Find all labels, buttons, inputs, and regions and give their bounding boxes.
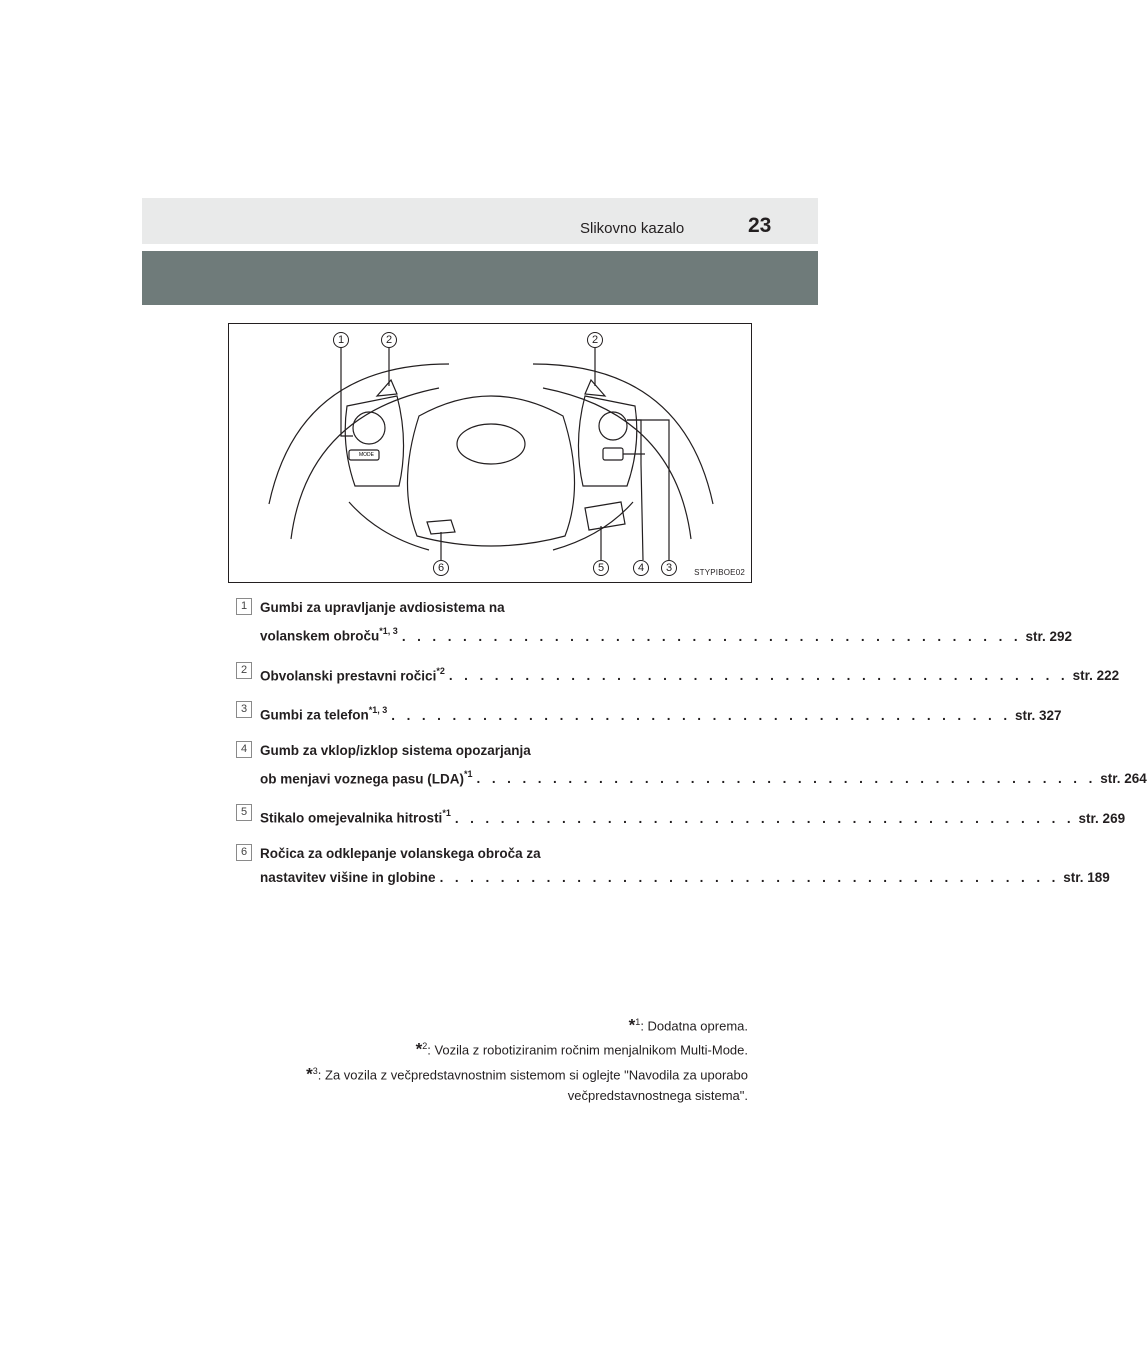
steering-wheel-drawing xyxy=(229,324,753,584)
item-footnote-ref: *1 xyxy=(464,768,473,779)
item-label xyxy=(260,699,387,728)
footnote xyxy=(220,1061,748,1085)
item-line xyxy=(260,620,1073,649)
item-line xyxy=(260,802,1126,831)
item-footnote-ref: *1 xyxy=(442,808,451,818)
callout-2-right: 2 xyxy=(587,332,603,348)
leader-dots: . . . . . . . . . . . . . . . . . . . . . . . . . . . . . . . . . . . . . . . . . xyxy=(454,810,1075,826)
leader-dots: . . . . . . . . . . . . . . . . . . . . . . . . . . . . . . . . . . . . . . . . . xyxy=(448,668,1069,683)
callout-3: 3 xyxy=(661,560,677,576)
footnote-text: : Za vozila z večpredstavnostnim sistemom si oglejte "Navodila za uporabo xyxy=(317,1066,748,1082)
item-footnote-ref: *1, 3 xyxy=(368,705,388,715)
footnote-number: 3 xyxy=(312,1065,318,1076)
footnotes xyxy=(220,1012,748,1106)
footnote-continuation: večpredstavnostnega sistema". xyxy=(567,1087,748,1103)
item-number: 4 xyxy=(236,741,252,758)
component-list xyxy=(236,596,1147,901)
lda-switch xyxy=(603,448,623,460)
telephone-switch xyxy=(599,412,627,440)
page-number: 23 xyxy=(748,214,772,237)
leader-dots: . . . . . . . . . . . . . . . . . . . . . . . . . . . . . . . . . . . . . . . . . xyxy=(391,707,1011,723)
outer-rim-right xyxy=(533,364,713,504)
item-number: 2 xyxy=(236,662,252,679)
item-label-line1: Gumb za vklop/izklop sistema opozarjanja xyxy=(260,742,531,758)
outer-rim-left xyxy=(269,364,449,504)
footnote-mark: * xyxy=(628,1015,636,1035)
inner-rim-left xyxy=(291,388,439,539)
page-reference-link[interactable]: str. 269 xyxy=(1078,810,1126,826)
callout-2-left: 2 xyxy=(381,332,397,348)
item-label-text: Obvolanski prestavni ročici xyxy=(260,668,437,683)
item-number: 3 xyxy=(236,701,252,718)
footnote-number: 2 xyxy=(422,1041,428,1052)
item-line xyxy=(260,842,726,866)
item-line xyxy=(260,699,1062,728)
mode-button-label: MODE xyxy=(359,452,374,458)
list-item xyxy=(236,802,1126,831)
page-reference-link[interactable]: str. 264 xyxy=(1100,771,1147,786)
left-switch-panel xyxy=(345,396,403,486)
item-label-line1: Gumbi za upravljanje avdiosistema na xyxy=(260,600,505,615)
item-line xyxy=(260,763,1147,792)
leader-dots: . . . . . . . . . . . . . . . . . . . . . . . . . . . . . . . . . . . . . . . . . xyxy=(401,628,1022,644)
item-line xyxy=(260,739,726,763)
item-label-text: nastavitev višine in globine xyxy=(260,869,436,885)
callout-6: 6 xyxy=(433,560,449,576)
list-item xyxy=(236,739,1147,792)
lower-spoke-right xyxy=(553,502,633,550)
item-line xyxy=(260,596,726,620)
page-reference-link[interactable]: str. 222 xyxy=(1072,668,1120,683)
callout-1: 1 xyxy=(333,332,349,348)
page-reference-link[interactable]: str. 189 xyxy=(1063,869,1110,885)
tilt-lever xyxy=(427,520,455,534)
item-label-text: ob menjavi voznega pasu (LDA) xyxy=(260,771,465,786)
item-label xyxy=(260,866,436,890)
page-reference-link[interactable]: str. 327 xyxy=(1015,707,1062,723)
steering-wheel-illustration xyxy=(228,323,752,583)
item-number: 1 xyxy=(236,598,252,615)
callout-5: 5 xyxy=(593,560,609,576)
footnote-mark: * xyxy=(415,1039,423,1059)
item-footnote-ref: *1, 3 xyxy=(379,626,398,636)
footnote xyxy=(220,1036,748,1060)
paddle-minus xyxy=(377,380,397,396)
item-footnote-ref: *2 xyxy=(436,665,445,676)
leader-dots: . . . . . . . . . . . . . . . . . . . . . . . . . . . . . . . . . . . . . . . . . xyxy=(439,869,1060,885)
item-label xyxy=(260,763,473,792)
lower-spoke-left xyxy=(349,502,429,550)
item-label xyxy=(260,802,451,831)
footnote-text: : Vozila z robotiziranim ročnim menjalnikom Multi-Mode. xyxy=(427,1042,748,1058)
footnote-mark: * xyxy=(306,1063,313,1083)
item-label-line1: Ročica za odklepanje volanskega obroča za xyxy=(260,845,541,861)
page-header-title: Slikovno kazalo xyxy=(580,220,685,237)
emblem xyxy=(457,424,525,464)
figure-code: STYPIBOE02 xyxy=(694,568,745,577)
callout-4: 4 xyxy=(633,560,649,576)
list-item xyxy=(236,842,1110,890)
item-line xyxy=(260,660,1120,689)
audio-switch xyxy=(353,412,385,444)
item-number: 6 xyxy=(236,844,252,861)
leader-dots: . . . . . . . . . . . . . . . . . . . . . . . . . . . . . . . . . . . . . . . . . xyxy=(476,771,1097,786)
header-bar xyxy=(142,198,818,244)
item-label xyxy=(260,660,445,689)
section-bar xyxy=(142,251,818,305)
list-item xyxy=(236,596,1073,649)
item-label-text: Gumbi za telefon xyxy=(260,707,369,723)
item-label-text: Stikalo omejevalnika hitrosti xyxy=(260,810,443,826)
item-number: 5 xyxy=(236,804,252,821)
item-label-text: volanskem obroču xyxy=(260,628,380,644)
list-item xyxy=(236,660,1120,689)
list-item xyxy=(236,699,1062,728)
footnote-number: 1 xyxy=(635,1017,641,1027)
item-line xyxy=(260,866,1110,890)
footnote-text: : Dodatna oprema. xyxy=(640,1018,748,1034)
airbag-hub xyxy=(407,396,574,546)
item-label xyxy=(260,620,398,649)
right-switch-panel xyxy=(578,396,636,486)
page-reference-link[interactable]: str. 292 xyxy=(1025,628,1073,644)
footnote xyxy=(220,1012,748,1036)
